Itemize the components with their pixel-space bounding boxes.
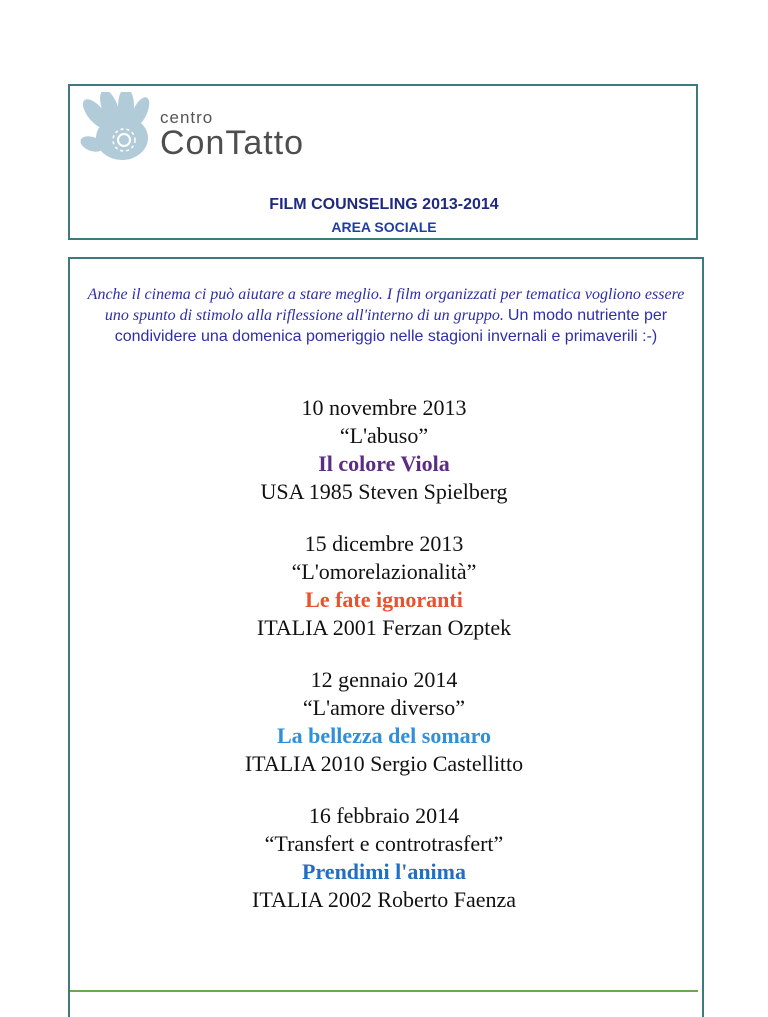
event-4 xyxy=(0,802,768,914)
intro-paragraph xyxy=(74,284,698,347)
page-subtitle: AREA SOCIALE xyxy=(331,219,437,235)
event-film-title: Prendimi l'anima xyxy=(302,859,466,884)
event-1 xyxy=(0,394,768,506)
page-title: FILM COUNSELING 2013-2014 xyxy=(269,196,499,213)
event-theme: “L'amore diverso” xyxy=(302,695,466,720)
event-film-info: ITALIA 2002 Roberto Faenza xyxy=(252,887,516,912)
event-film-info: USA 1985 Steven Spielberg xyxy=(260,479,508,504)
event-date: 15 dicembre 2013 xyxy=(304,531,464,556)
event-film-title: Le fate ignoranti xyxy=(305,587,463,612)
event-2 xyxy=(0,530,768,642)
event-film-title: Il colore Viola xyxy=(318,451,450,476)
event-date: 10 novembre 2013 xyxy=(301,395,467,420)
logo-centro-text: centro xyxy=(160,108,214,127)
event-film-info: ITALIA 2010 Sergio Castellitto xyxy=(244,751,524,776)
event-theme: “L'abuso” xyxy=(339,423,429,448)
event-film-title: La bellezza del somaro xyxy=(276,723,492,748)
logo-name-text: ConTatto xyxy=(160,124,305,162)
intro-sans-text: Un modo nutriente per condividere una domenica pomeriggio nelle stagioni invernali e primaverili :-) xyxy=(114,307,668,345)
event-theme: “Transfert e controtrasfert” xyxy=(264,831,504,856)
event-3 xyxy=(0,666,768,778)
intro-italic-text: Anche il cinema ci può aiutare a stare meglio. I film organizzati per tematica vogliono essere uno spunto di stimolo alla riflessione all'interno di un gruppo. xyxy=(87,286,685,324)
event-theme: “L'omorelazionalità” xyxy=(291,559,477,584)
event-date: 16 febbraio 2014 xyxy=(308,803,460,828)
event-date: 12 gennaio 2014 xyxy=(310,667,458,692)
event-film-info: ITALIA 2001 Ferzan Ozptek xyxy=(256,615,512,640)
footer-divider xyxy=(70,990,698,992)
